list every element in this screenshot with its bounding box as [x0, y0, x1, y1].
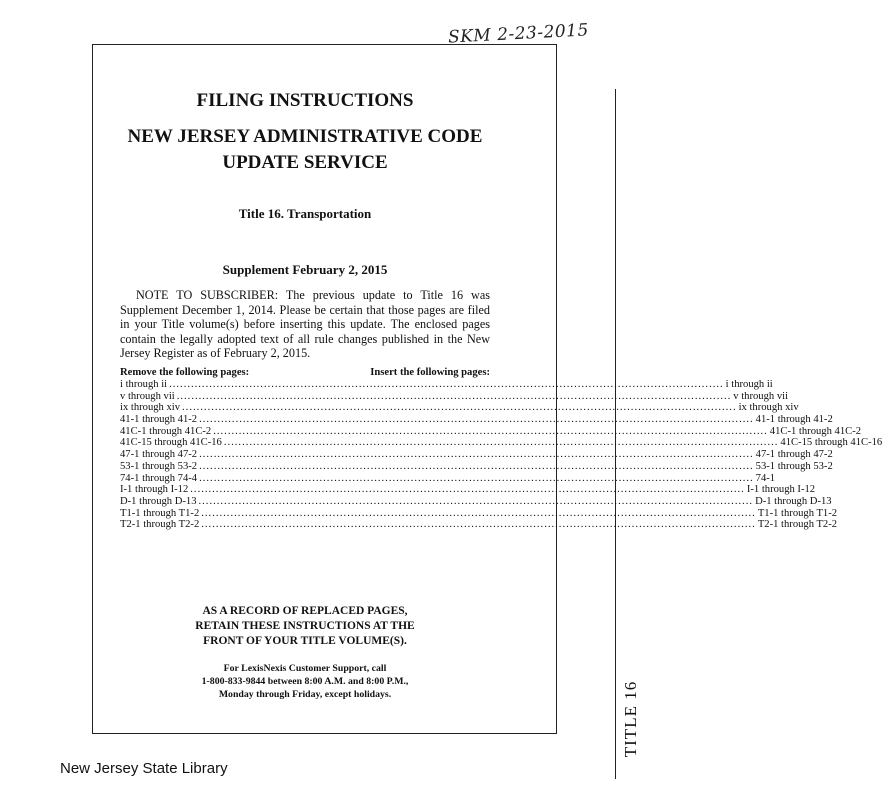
- dot-leader: [199, 496, 754, 508]
- dot-leader: [190, 484, 745, 496]
- insert-pages: 41C-1 through 41C-2: [769, 425, 862, 437]
- tab-label: TITLE 16: [621, 680, 640, 758]
- table-row: [120, 472, 776, 485]
- dot-leader: [199, 449, 754, 461]
- table-row: [120, 379, 773, 391]
- remove-pages: 41C-1 through 41C-2: [120, 425, 212, 437]
- record-line-2: RETAIN THESE INSTRUCTIONS AT THE: [195, 620, 415, 632]
- dot-leader: [201, 508, 756, 520]
- record-line-3: FRONT OF YOUR TITLE VOLUME(S).: [203, 635, 407, 647]
- remove-header: Remove the following pages:: [120, 367, 250, 378]
- remove-pages: T1-1 through T1-2: [120, 507, 200, 519]
- record-line-1: AS A RECORD OF REPLACED PAGES,: [202, 605, 408, 617]
- insert-pages: D-1 through D-13: [755, 495, 832, 507]
- insert-pages: 41-1 through 41-2: [755, 414, 833, 426]
- insert-pages: 74-1: [755, 472, 776, 484]
- subheading-line-1: NEW JERSEY ADMINISTRATIVE CODE: [127, 126, 483, 147]
- support-notice: [120, 662, 490, 701]
- pages-table: [120, 366, 882, 531]
- insert-header: Insert the following pages:: [370, 367, 490, 378]
- remove-pages: 41C-15 through 41C-16: [120, 437, 222, 449]
- remove-pages: 53-1 through 53-2: [120, 460, 198, 472]
- table-row: [120, 425, 862, 438]
- insert-pages: i through ii: [725, 379, 773, 390]
- table-row: [120, 390, 789, 403]
- dot-leader: [169, 379, 724, 391]
- table-row: [120, 460, 833, 473]
- remove-pages: I-1 through I-12: [120, 484, 189, 496]
- remove-pages: 41-1 through 41-2: [120, 414, 198, 426]
- remove-pages: ix through xiv: [120, 402, 181, 414]
- remove-pages: D-1 through D-13: [120, 495, 197, 507]
- dot-leader: [182, 402, 737, 414]
- table-row: [120, 437, 882, 449]
- note-paragraph: [120, 288, 490, 361]
- table-row: [120, 402, 799, 414]
- dot-leader: [177, 391, 732, 403]
- remove-pages: T2-1 through T2-2: [120, 519, 200, 531]
- insert-pages: T1-1 through T1-2: [757, 507, 838, 519]
- handwritten-note: SKM 2-23-2015: [447, 20, 590, 48]
- table-body: [120, 379, 882, 531]
- page-heading: FILING INSTRUCTIONS: [196, 90, 414, 111]
- remove-pages: i through ii: [120, 379, 168, 390]
- page-subheading: [120, 124, 490, 176]
- record-notice: [120, 604, 490, 649]
- remove-pages: 47-1 through 47-2: [120, 449, 198, 461]
- footer-library-stamp: New Jersey State Library: [60, 760, 228, 777]
- dot-leader: [224, 437, 779, 449]
- table-row: [120, 495, 832, 508]
- subheading-line-2: UPDATE SERVICE: [222, 152, 388, 173]
- insert-pages: 47-1 through 47-2: [755, 449, 833, 461]
- table-header: [120, 366, 490, 379]
- support-line-1: For LexisNexis Customer Support, call: [223, 663, 387, 674]
- insert-pages: 53-1 through 53-2: [755, 460, 833, 472]
- support-line-3: Monday through Friday, except holidays.: [218, 689, 392, 700]
- dot-leader: [199, 473, 754, 485]
- support-line-2: 1-800-833-9844 between 8:00 A.M. and 8:00 P.M.,: [201, 676, 409, 687]
- table-row: [120, 507, 838, 520]
- dot-leader: [199, 461, 754, 473]
- table-row: [120, 414, 833, 426]
- remove-pages: v through vii: [120, 390, 175, 402]
- insert-pages: 41C-15 through 41C-16: [780, 437, 882, 449]
- insert-pages: T2-1 through T2-2: [757, 519, 838, 531]
- insert-pages: I-1 through I-12: [746, 484, 816, 496]
- table-row: [120, 449, 833, 461]
- remove-pages: 74-1 through 74-4: [120, 472, 198, 484]
- insert-pages: ix through xiv: [738, 402, 799, 414]
- table-row: [120, 519, 838, 531]
- dot-leader: [199, 414, 754, 426]
- insert-pages: v through vii: [733, 390, 789, 402]
- table-row: [120, 484, 816, 496]
- dot-leader: [213, 426, 768, 438]
- title-line: Title 16. Transportation: [238, 206, 372, 221]
- note-text: NOTE TO SUBSCRIBER: The previous update to Title 16 was Supplement December 1, 2014. Please be certain that those pages are filed in your Title volume(s) before inserting this update. The enclosed pages contain the legally adopted text of all rule changes published in the New Jersey Register as of February 2, 2015.: [120, 288, 490, 361]
- dot-leader: [201, 519, 756, 531]
- supplement-line: Supplement February 2, 2015: [222, 262, 388, 277]
